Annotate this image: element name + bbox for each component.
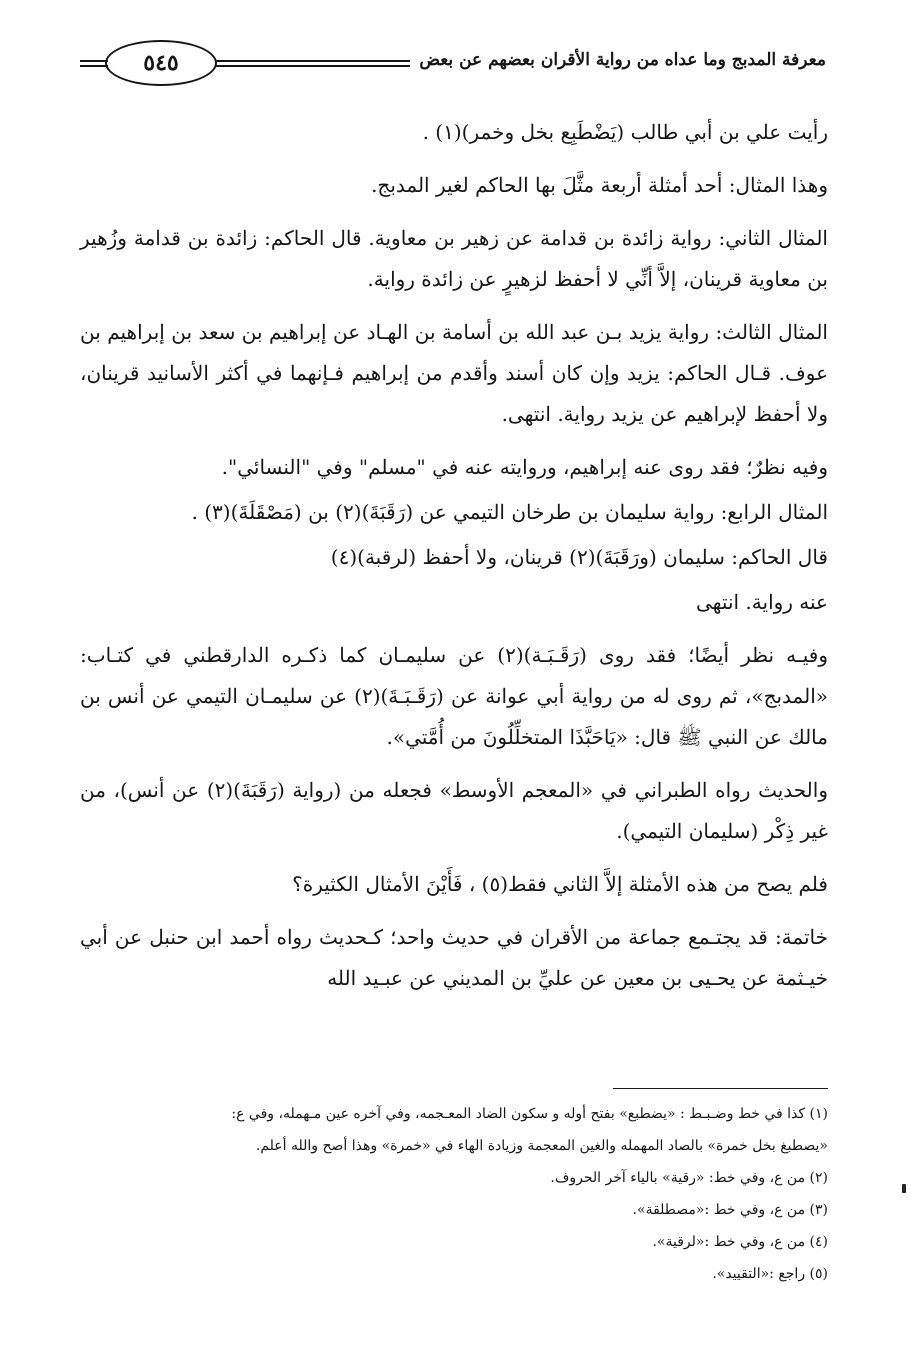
footnote-separator xyxy=(613,1088,828,1089)
header-rule xyxy=(215,60,410,70)
paragraph: فلم يصح من هذه الأمثلة إلاَّ الثاني فقط(٥) ، فَأَيْنَ الأمثال الكثيرة؟ xyxy=(292,872,828,896)
main-text xyxy=(80,112,828,1011)
footnote: (٣) من ع، وفي خط :«مصطلقة». xyxy=(632,1202,828,1218)
footnote: (٤) من ع، وفي خط :«لرقية». xyxy=(652,1234,828,1250)
paragraph: وفيه نظرٌ؛ فقد روى عنه إبراهيم، وروايته عنه في "مسلم" وفي "النسائي". xyxy=(221,455,828,479)
footnote: «يصطبغ بخل خمرة» بالصاد المهمله والغين المعجمة وزيادة الهاء في «خمرة» وهذا أصح والله أعلم. xyxy=(255,1138,828,1154)
footnote: (٢) من ع، وفي خط: «رقية» بالياء آخر الحروف. xyxy=(550,1170,828,1186)
paragraph: والحديث رواه الطبراني في «المعجم الأوسط» فجعله من (رواية (رَقَبَةَ)(٢) عن أنس)، من غير ذِكْر (سليمان التيمي). xyxy=(80,778,828,843)
chapter-title: معرفة المدبج وما عداه من رواية الأقران بعضهم عن بعض xyxy=(419,50,826,70)
paragraph: وهذا المثال: أحد أمثلة أربعة مثَّلَ بها الحاكم لغير المدبج. xyxy=(371,173,828,197)
paragraph: قال الحاكم: سليمان (ورَقَبَةَ)(٢) قرينان، ولا أحفظ (لرقبة)(٤) xyxy=(330,545,828,569)
paragraph: المثال الثاني: رواية زائدة بن قدامة عن زهير بن معاوية. قال الحاكم: زائدة بن قدامة وزُهير بن معاوية قرينان، إلاَّ أنِّي لا أحفظ لزهيرٍ عن زائدة رواية. xyxy=(80,226,828,291)
paragraph: خاتمة: قد يجتـمع جماعة من الأقران في حديث واحد؛ كـحديث رواه أحمد ابن حنبل عن أبي خيـثمة عن يحـيى بن معين عن عليِّ بن المديني عن عبـيد الله xyxy=(80,925,828,990)
page-number: ٥٤٥ xyxy=(105,40,217,86)
paragraph: المثال الثالث: رواية يزيد بـن عبد الله بن أسامة بن الهـاد عن إبراهيم بن سعد بن إبراهيم بن عوف. قـال الحاكم: يزيد وإن كان أسند وأقدم من إبراهيم فـإنهما في أكثر الأسانيد قرينان، ولا أحفظ لإبراهيم عن يزيد رواية. انتهى. xyxy=(80,320,828,426)
paragraph: عنه رواية. انتهى xyxy=(696,590,828,614)
paragraph: رأيت علي بن أبي طالب (يَضْطَبِع بخل وخمر)(١) . xyxy=(422,120,828,144)
footnote: (١) كذا في خط وضـبـط : «يضطبع» بفتح أوله و سكون الضاد المعـجمه، وفي آخره عين مـهمله، وفي ع: xyxy=(231,1106,828,1122)
header-rule-left xyxy=(80,60,108,70)
running-header xyxy=(80,38,826,88)
footnote: (٥) راجع :«التقييد». xyxy=(712,1266,828,1282)
margin-mark xyxy=(902,1184,906,1193)
paragraph: المثال الرابع: رواية سليمان بن طرخان التيمي عن (رَقَبَةَ)(٢) بن (مَصْقَلَةَ)(٣) . xyxy=(191,500,828,524)
footnotes xyxy=(80,1098,828,1290)
paragraph: وفيـه نظر أيضًا؛ فقد روى (رَقَـبَـة)(٢) عن سليمـان كما ذكـره الدارقطني في كتـاب: «المدبج»، ثم روى له من رواية أبي عوانة عن (رَقَـبَـةَ)(٢) عن سليمـان التيمي عن أنس بن مالك عن النبي ﷺ قال: «يَاحَبَّذَا المتخلِّلُونَ من أُمَّتي». xyxy=(80,643,829,749)
